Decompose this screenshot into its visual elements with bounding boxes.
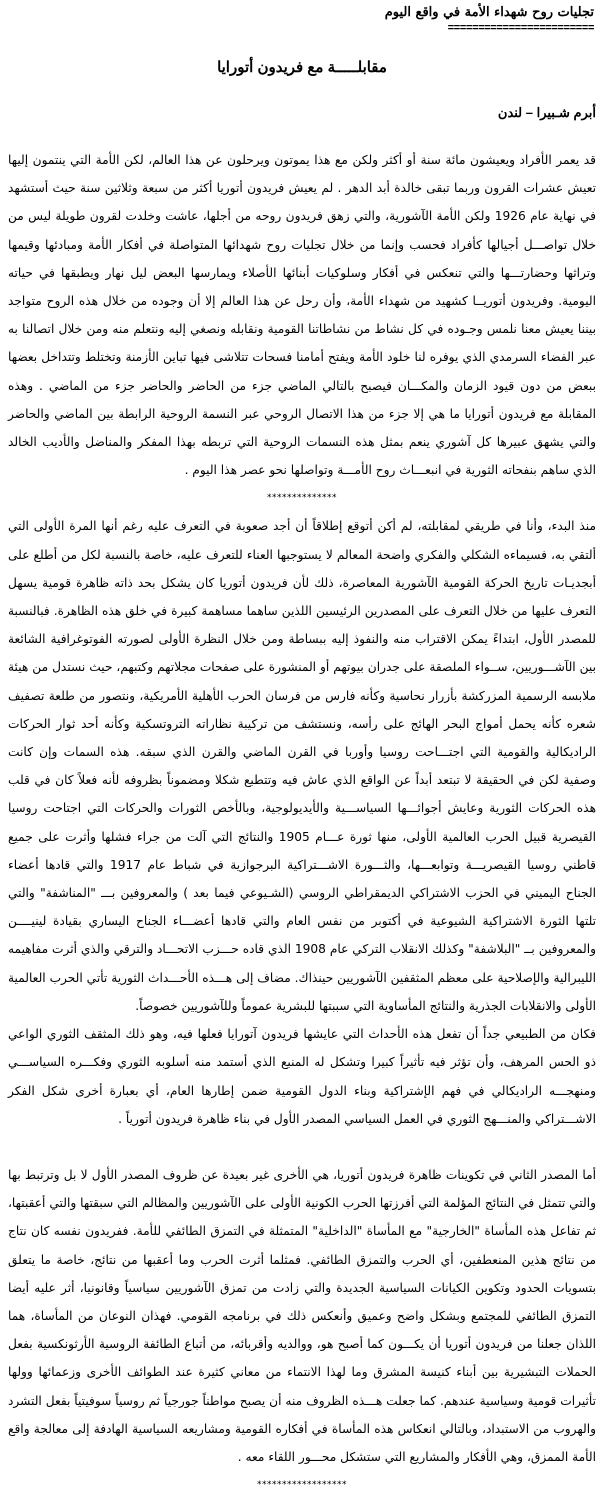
article-title: مقابلـــــة مع فريدون أتورايا xyxy=(217,59,387,76)
paragraph-first-source: منذ البدء، وأنا في طريقي لمقابلته، لم أكن أتوقع إطلاقاً أن أجد صعوبة في التعرف عليه رغم أنها المرة الأولى التي ألتقي به، فسيماءه الشكلي والفكري واضحة المعالم لا يستوجبها العناء للتعرف عليه، خاصة بالنسبة لكل من أطلع على أبجديـات تاريخ الحركة القومية الآشورية المعاصرة، ذلك لأن فريدون أتوريا كان يشكل بحد ذاته ظاهرة قومية يسهل التعرف عليها من خلال التعرف على المصدرين الرئيسين اللذين ساهما مساهمة كبيرة في خلق هذه الظاهرة. فبالنسبة للمصدر الأول، ابتداءً يمكن الاقتراب منه والنفوذ إليه ببساطة ومن خلال النظرة الأولى لصورته الفوتوغرافية الشائعة بين الآشـــوريين، ســواء الملصقة على جدران بيوتهم أو المنشورة على صفحات مجلاتهم وكتبهم، حيث نستدل من هيئة ملابسه الرسمية المزركشة بأزرار نحاسية وكأنه فارس من فرسان الحرب الأهلية الأمريكية، ونتصور من طلعة تصفيف شعره كأنه يحمل أمواج البحر الهائج على رأسه، ونستشف من تركيبة نظاراته التروتسكية وكأنه أحد ثوار الحركات الراديكالية والقومية التي اجتـــاحت روسيا وأوربا في القرن الماضي والقرن الذي سبقه. هذه السمات وإن كانت وصفية لكن في الحقيقة لا تبتعد أبداً عن الواقع الذي عاش فيه وتتطبع شكلا ومضموناً بظروفه لأنه فعلاً كان في قلب هذه الحركات الثورية وعايش أجوائـــها السياســـية والأيديولوجية، وبالأخص الثورات والحركات التي اجتاحت روسيا القيصرية قبيل الحرب العالمية الأولى، منها ثورة عـــام 1905 والنتائج التي آلت من جراء فشلها وأثرت على جميع قاطني روسيا القيصريـــة وتوابعـــها، والثـــورة الاشـــتراكية البرجوازية في شباط عام 1917 والتي قادها أعضاء الجناح اليميني في الحزب الاشتراكي الديمقراطي الروسي (الشـيوعي فيما بعد ) والمعروفين بـــ "المناشفة" والتي تلتها الثورة الاشتراكية الشيوعية في أكتوبر من نفس العام والتي قادها أعضـــاء الجناح اليساري بقيادة لينيــــن والمعروفين بــ "البلاشفة" وكذلك الانقلاب التركي عام 1908 الذي قاده حـــزب الاتحـــاد والترقي والذي أثرت مفاهيمه الليبرالية والإصلاحية على معظم المثقفين الآشوريين حينذاك. مضاف إلى هـــذه الأحـــداث الثورية تأتي الحرب العالمية الأولى والانقلابات الجذرية والنتائج المأساوية التي سببتها للبشرية عموماً وللآشوريين خصوصاً. xyxy=(8,519,596,1013)
section-divider xyxy=(8,484,596,512)
site-title: تجليات روح شهداء الأمة في واقع اليوم xyxy=(384,5,594,20)
title-separator: ======================== xyxy=(447,23,594,35)
divider-stars-icon: ****************** xyxy=(257,1480,347,1491)
article-page xyxy=(0,4,602,1499)
divider-stars-icon: ************** xyxy=(267,493,337,504)
article-byline: أبرم شـبيرا – لندن xyxy=(497,105,596,120)
paragraph-gap xyxy=(8,1133,596,1161)
paragraph-intro: قد يعمر الأفراد ويعيشون مائة سنة أو أكثر ولكن مع هذا يموتون ويرحلون عن هذا العالم، لكن الأمة التي ينتمون إليها تعيش عشرات القرون وربما تبقى خالدة أبد الدهر . لم يعيش فريدون أتوريا أكثر من سبعة وثلاثين سنة حيث أستشهد في نهاية عام 1926 ولكن الأمة الآشورية، والتي زهق فريدون روحه من أجلها، عاشت وخلدت لقرون طويلة ليس من خلال تواصـــل أجيالها كأفراد فحسب وإنما من خلال تجليات روح شهدائها المتواصلة في أفكار الأمة ومبادئها وقيمها وتراثها وحضارتـــها والتي تنعكس في أفكار وسلوكيات أبنائها الأصلاء ويمارسها البعض ليل نهار ويطبقها في حياته اليومية. وفريدون أتوريــا كشهيد من شهداء الأمة، وأن رحل عن هذا العالم إلا أن وجوده من خلال هذه الروح متواجد بيننا يعيش معنا نلمس وجـوده في كل نشاط من نشاطاتنا القومية ونقابله ونصغي إليه ونتعلم منه ومن خلال اتصالنا به عبر الفضاء السرمدي الذي يوفره لنا خلود الأمة ويفتح أمامنا فسحات تتلاشى فيها تباين الأزمنة وتختلط وتتداخل بعضها ببعض من دون قيود الزمان والمكـــان فيصبح بالتالي الماضي جزء من الحاضر والحاضر جزء من الماضي . وهذه المقابلة مع فريدون أتورايا ما هي إلا جزء من هذا الاتصال الروحي عبر النسمة الروحية الرابطة بين الماضي والحاضر والتي يشهق عبيرها كل آشوري ينعم بمثل هذه النسمات الروحية التي تربطه بهذا المفكر والمناضل والأديب الخالد الذي ساهم بنفحاته الثورية في انبعـــاث روح الأمـــة وتواصلها نحو عصر هذا اليوم . xyxy=(8,153,596,478)
paragraph-second-source: أما المصدر الثاني في تكوينات ظاهرة فريدون أتوريا، هي الأخرى غير بعيدة عن ظروف المصدر الأول لا بل وترتبط بها والتي تتمثل في النتائج المؤلمة التي أفرزتها الحرب الكونية الأولى على الآشوريين والمظالم التي سبقتها والتي أعقبتها، ثم تفاعل هذه المأساة "الخارجية" مع المأساة "الداخلية" المتمثلة في التمزق الطائفي للأمة. ففريدون نفسه كان نتاج من نتائج هذين المنعطفين، أي الحرب والتمزق الطائفي. فمثلما أثرت الحرب وما أعقبها من نتائج، خاصة ما يتعلق بتسويات الحدود وتكوين الكيانات السياسية الجديدة والتي زادت من تمزق الآشوريين سياسياً وقانونيا، أثر عليه أيضا التمزق الطائفي للمجتمع وبشكل واضح وعميق وأنعكس ذلك في برنامجه القومي. فهذان النوعان من المأساة، هما اللذان جعلنا من فريدون أتوريا أن يكـــون كما أصبح هو، ووالديه وأقربائه، من أتباع الطائفة الروسية الأرثونكسية بفعل الحملات التبشيرية بين أبناء كنيسة المشرق وما لهذا الانتماء من معاني كثيرة عند الطوائف الأخرى وزعمائها وولها تأثيرات قومية وسياسية عندهم. كما جعلت هـــذه الظروف منه أن يصبح مواطناً جورجياً ثم روسياً سوفيتياً بفعل التشرد والهروب من الاستبداد، وبالتالي انعكاس هذه المأساة في أفكاره القومية ومشاريعه السياسية الهادفة إلى معالجة واقع الأمة الممزق، وهي الأفكار والمشاريع التي ستشكل محـــور اللقاء معه . xyxy=(8,1167,596,1464)
paragraph-conclusion-first-source: فكان من الطبيعي جداً أن تفعل هذه الأحداث التي عايشها فريدون آتورايا فعلها فيه، وهو ذلك المثقف الثوري الواعي ذو الحس المرهف، وأن تؤثر فيه تأثيراً كبيرا وتشكل له المنبع الذي أستمد منه أسلوبه الثوري وفكـــره السياســـي ومنهجـــه الراديكالي في فهم الإشتراكية وبناء الدول القومية ضمن إطارها العام، أي بعبارة أخرى شكل الفكر الاشـــتراكي والمنـــهج الثوري في العمل السياسي المصدر الأول في بناء ظاهرة فريدون أتورياً . xyxy=(8,1027,596,1126)
section-divider-end xyxy=(8,1471,596,1499)
